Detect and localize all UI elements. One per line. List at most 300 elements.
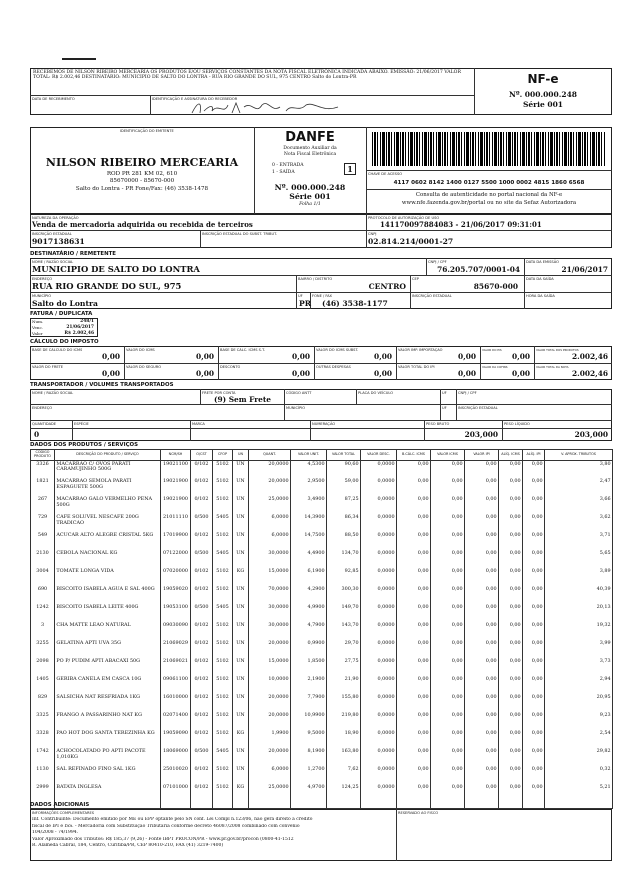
table-cell: 3,71 (545, 532, 613, 550)
table-cell: 20,0000 (249, 460, 291, 478)
table-cell: UN (233, 712, 249, 730)
table-filler-row (31, 802, 613, 808)
table-cell: 1,2700 (291, 766, 327, 784)
district-label: BAIRRO / DISTRITO (298, 277, 333, 281)
table-row (31, 766, 613, 784)
table-cell: 5405 (213, 748, 233, 766)
table-cell: 5102 (213, 658, 233, 676)
table-cell: 0,00 (523, 460, 545, 478)
table-cell: 690 (31, 586, 55, 604)
table-cell: 0,00 (523, 496, 545, 514)
receipt-nfe-title: NF-e (527, 72, 559, 86)
table-cell: 0,0000 (361, 496, 397, 514)
table-cell: 0,00 (397, 784, 431, 802)
tax-row2-label-5: VALOR DA COFINS (482, 365, 508, 369)
table-cell: 0,00 (465, 460, 499, 478)
table-cell: 0,0000 (361, 532, 397, 550)
tax-row2-label-3: OUTRAS DESPESAS (316, 365, 351, 369)
table-cell: 0/102 (191, 640, 213, 658)
table-cell: 0,00 (523, 478, 545, 496)
table-cell: 0,00 (397, 748, 431, 766)
table-cell: 0,00 (431, 712, 465, 730)
table-cell: 0,00 (523, 712, 545, 730)
net-weight: 203,000 (574, 430, 608, 439)
table-cell: 19021900 (161, 478, 191, 496)
table-cell: 07101000 (161, 784, 191, 802)
exit-date-label: DATA DA SAÍDA (526, 277, 554, 281)
table-cell: 0,00 (499, 586, 523, 604)
table-cell: 149,70 (327, 604, 361, 622)
products-table (30, 449, 613, 809)
phone-label: FONE / FAX (312, 294, 333, 298)
table-cell: SALSICHA NAT RESFRIADA 1KG (55, 694, 161, 712)
table-cell: 124,25 (327, 784, 361, 802)
table-cell: 6,1900 (291, 568, 327, 586)
table-cell: 5102 (213, 586, 233, 604)
products-header-3: O/CST (191, 450, 213, 461)
table-cell: 0,00 (523, 586, 545, 604)
table-cell: 5102 (213, 784, 233, 802)
table-cell: 2130 (31, 550, 55, 568)
table-cell: 9,23 (545, 712, 613, 730)
table-cell: 20,0000 (249, 640, 291, 658)
table-cell: 0,00 (465, 478, 499, 496)
table-cell: 729 (31, 514, 55, 532)
table-cell: 20,0000 (249, 748, 291, 766)
receipt-date-label: DATA DE RECEBIMENTO (32, 97, 75, 101)
table-cell: 0,0000 (361, 460, 397, 478)
table-cell: 0,00 (397, 604, 431, 622)
invoice-section: FATURA / DUPLICATA (30, 311, 93, 317)
species-label: ESPÉCIE (74, 422, 89, 426)
reserved-fisco-label: RESERVADO AO FISCO (398, 811, 439, 815)
table-cell: 0/102 (191, 694, 213, 712)
table-cell: 0,00 (431, 532, 465, 550)
table-cell: 0,0000 (361, 640, 397, 658)
table-cell: 0,00 (465, 586, 499, 604)
table-cell: 829 (31, 694, 55, 712)
table-cell: 10,9900 (291, 712, 327, 730)
table-cell: 5102 (213, 478, 233, 496)
table-cell: 0,0000 (361, 478, 397, 496)
complementary-info-line: R. Alameda Cabral, 184, Centro, Curitiba/PR, CEP 80410-210, FAX (41) 3219-7400) (32, 843, 224, 849)
table-cell: 3 (31, 622, 55, 640)
table-cell: 0,00 (431, 550, 465, 568)
table-cell: 3,4900 (291, 496, 327, 514)
table-row (31, 712, 613, 730)
tax-row2-value-4: 0,00 (457, 369, 476, 378)
access-key-label: CHAVE DE ACESSO (368, 172, 403, 176)
recipient-doc-label: CNPJ / CPF (428, 260, 447, 264)
tax-row1-label-6: VALOR TOTAL DOS PRODUTOS (536, 348, 579, 352)
table-cell: 0,00 (523, 568, 545, 586)
table-cell: KG (233, 730, 249, 748)
protocol-label: PROTOCOLO DE AUTORIZAÇÃO DE USO (368, 216, 440, 220)
complementary-info-text (32, 817, 394, 850)
emitter-addr2: 85670000 - 85670-000 (109, 178, 175, 184)
table-cell: UN (233, 586, 249, 604)
table-cell: 0,0000 (361, 550, 397, 568)
table-cell: 2098 (31, 658, 55, 676)
table-cell: 5102 (213, 568, 233, 586)
freight-value: (9) Sem Frete (214, 395, 271, 404)
table-cell: 92,85 (327, 568, 361, 586)
table-cell: 40,39 (545, 586, 613, 604)
tax-row2-value-1: 0,00 (195, 369, 214, 378)
table-cell: 3326 (31, 460, 55, 478)
table-cell: 0,0000 (361, 694, 397, 712)
danfe-entrada: 0 - ENTRADA (272, 163, 304, 168)
recipient-ie-label: INSCRIÇÃO ESTADUAL (412, 294, 452, 298)
table-cell: 0,00 (499, 730, 523, 748)
table-cell: 0,00 (465, 496, 499, 514)
table-cell: 0/102 (191, 586, 213, 604)
table-cell: 0,00 (431, 622, 465, 640)
table-row (31, 604, 613, 622)
table-cell: 0,00 (397, 496, 431, 514)
recipient-section: DESTINATÁRIO / REMETENTE (30, 251, 116, 257)
table-cell: 0,00 (465, 748, 499, 766)
table-cell: MACARRAO GALO VERMELHO PENA 500G (55, 496, 161, 514)
danfe-number: Nº. 000.000.248 (274, 183, 346, 192)
table-cell: 0/500 (191, 514, 213, 532)
table-cell: 0,00 (465, 676, 499, 694)
table-cell: 21069029 (161, 640, 191, 658)
top-pen-mark (62, 58, 96, 60)
table-cell: 20,0000 (249, 712, 291, 730)
table-cell: 0,00 (499, 658, 523, 676)
table-cell: 219,80 (327, 712, 361, 730)
table-cell: 0,00 (499, 640, 523, 658)
exit-time-label: HORA DA SAÍDA (526, 294, 555, 298)
products-header-10: B.CÁLC. ICMS (397, 450, 431, 461)
carrier-addr-label: ENDEREÇO (32, 406, 53, 410)
table-cell: 5405 (213, 550, 233, 568)
table-cell: 3,89 (545, 568, 613, 586)
table-cell: BISCOITO ISABELA AGUA E SAL 400G (55, 586, 161, 604)
receipt-nfe-number: Nº. 000.000.248 (508, 90, 578, 99)
tax-row2-label-1: VALOR DO SEGURO (126, 365, 162, 369)
table-cell: 0,00 (431, 496, 465, 514)
antt-label: CÓDIGO ANTT (286, 391, 312, 395)
complementary-info-line: 104/2008 - 74/1994. (32, 830, 79, 836)
table-cell: 5102 (213, 622, 233, 640)
table-cell: 0/102 (191, 784, 213, 802)
tax-row2-value-2: 0,00 (291, 369, 310, 378)
products-header-4: CFOP (213, 450, 233, 461)
table-cell: 0,00 (431, 568, 465, 586)
table-cell: 0,0000 (361, 784, 397, 802)
table-cell: 5102 (213, 532, 233, 550)
table-cell: 30,0000 (249, 622, 291, 640)
table-cell: 1242 (31, 604, 55, 622)
table-cell: 0,00 (499, 748, 523, 766)
table-cell: 0,0000 (361, 712, 397, 730)
table-cell: ACUCAR ALTO ALEGRE CRISTAL 5KG (55, 532, 161, 550)
table-cell: 88,50 (327, 532, 361, 550)
table-cell: 07020000 (161, 568, 191, 586)
table-cell: 2,9500 (291, 478, 327, 496)
products-header-8: VALOR TOTAL (327, 450, 361, 461)
table-cell: 0,0000 (361, 514, 397, 532)
table-cell: 2,94 (545, 676, 613, 694)
table-cell: 19053100 (161, 604, 191, 622)
table-cell: 0,00 (397, 658, 431, 676)
table-row (31, 730, 613, 748)
complementary-info-line: Valor Aproximado dos Tributos: R$ 185,37 (9,26) - Fonte IBPT PROCON/PR - www.pr.gov.br/procon (0800-41-1512 (32, 836, 294, 842)
table-cell: 0/500 (191, 550, 213, 568)
tax-row1-label-1: VALOR DO ICMS (126, 348, 155, 352)
table-cell: 1405 (31, 676, 55, 694)
table-cell: 14,3900 (291, 514, 327, 532)
table-row (31, 586, 613, 604)
table-cell: 0,00 (499, 694, 523, 712)
table-cell: 0,00 (431, 478, 465, 496)
table-cell: 25010020 (161, 766, 191, 784)
table-cell: 4,2900 (291, 586, 327, 604)
emitter-label: IDENTIFICAÇÃO DO EMITENTE (120, 129, 174, 133)
table-cell: UN (233, 478, 249, 496)
table-cell: 6,0000 (249, 532, 291, 550)
table-cell: 20,0000 (249, 478, 291, 496)
danfe-saida: 1 - SAÍDA (272, 170, 295, 175)
table-cell: 0,00 (499, 766, 523, 784)
cep: 85670-000 (473, 282, 518, 291)
table-cell: 0,32 (545, 766, 613, 784)
table-cell: KG (233, 784, 249, 802)
table-cell: 3,62 (545, 514, 613, 532)
table-cell: UN (233, 604, 249, 622)
table-cell: 09061100 (161, 676, 191, 694)
tax-section: CÁLCULO DO IMPOSTO (30, 339, 99, 345)
table-cell: 0,00 (499, 514, 523, 532)
table-cell: 0,00 (499, 676, 523, 694)
table-cell: 0/102 (191, 532, 213, 550)
danfe-sub2: Nota Fiscal Eletrônica (283, 152, 337, 157)
table-row (31, 784, 613, 802)
table-cell: UN (233, 640, 249, 658)
district: CENTRO (368, 282, 406, 291)
receipt-sign-label: IDENTIFICAÇÃO E ASSINATURA DO RECEBEDOR (152, 97, 238, 101)
table-cell: 0,00 (499, 532, 523, 550)
table-cell: 25,0000 (249, 784, 291, 802)
table-cell: 1821 (31, 478, 55, 496)
table-row (31, 748, 613, 766)
table-cell: 5102 (213, 730, 233, 748)
table-cell: 0,00 (499, 712, 523, 730)
table-row (31, 550, 613, 568)
table-cell: 27,75 (327, 658, 361, 676)
table-cell: 20,95 (545, 694, 613, 712)
danfe-type-box: 1 (344, 163, 356, 175)
tax-row2-value-3: 0,00 (373, 369, 392, 378)
table-cell: 0,0000 (361, 766, 397, 784)
table-cell: CHA MATTE LEAO NATURAL (55, 622, 161, 640)
table-cell: PAO HOT DOG SANTA TEREZINHA KG (55, 730, 161, 748)
table-cell: 0,00 (465, 766, 499, 784)
access-key: 4117 0602 8142 1400 0127 5500 1000 0002 4815 1860 6568 (393, 180, 585, 186)
table-cell: 0/500 (191, 748, 213, 766)
table-cell: 0,00 (523, 640, 545, 658)
volume-qty: 0 (34, 430, 40, 439)
table-cell: 15,0000 (249, 658, 291, 676)
table-cell: 3,80 (545, 460, 613, 478)
table-cell: 0,0000 (361, 586, 397, 604)
danfe-sub1: Documento Auxiliar da (283, 146, 337, 151)
tax-row1-value-0: 0,00 (101, 352, 120, 361)
table-cell: 134,70 (327, 550, 361, 568)
recipient-name: MUNICIPIO DE SALTO DO LONTRA (32, 264, 200, 274)
ie-label: INSCRIÇÃO ESTADUAL (32, 232, 72, 236)
table-cell: 549 (31, 532, 55, 550)
table-cell: 0,00 (431, 676, 465, 694)
table-cell: PO P/ PUDIM APTI ABACAXI 50G (55, 658, 161, 676)
table-cell: 0,00 (397, 532, 431, 550)
invoice-due-label: Venc. (32, 325, 43, 330)
table-cell: 0,00 (465, 658, 499, 676)
table-cell: 2,54 (545, 730, 613, 748)
table-cell: 0,00 (397, 766, 431, 784)
table-cell: 0,00 (465, 712, 499, 730)
additional-section: DADOS ADICIONAIS (30, 802, 90, 808)
table-cell: TOMATE LONGA VIDA (55, 568, 161, 586)
table-cell: 0,00 (523, 730, 545, 748)
table-cell: 0,00 (465, 514, 499, 532)
table-cell: 5102 (213, 640, 233, 658)
table-cell: 5,65 (545, 550, 613, 568)
table-cell: 0,00 (431, 460, 465, 478)
table-cell: 2,47 (545, 478, 613, 496)
tax-row1-value-4: 0,00 (457, 352, 476, 361)
net-weight-label: PESO LÍQUIDO (504, 422, 530, 426)
table-cell: 0,00 (523, 694, 545, 712)
table-cell: 0/102 (191, 766, 213, 784)
complementary-info-line: fiscal de IPI e ISS. - Mercadoria com Substituição Tributária conforme decreto 46087/2008 combinado com convênio (32, 823, 300, 829)
table-cell: 59,00 (327, 478, 361, 496)
tax-row1-label-5: VALOR DO PIS (482, 348, 502, 352)
table-cell: 0,00 (465, 604, 499, 622)
table-cell: 0,00 (523, 604, 545, 622)
table-cell: 21069021 (161, 658, 191, 676)
table-cell: 0/102 (191, 568, 213, 586)
table-cell: MACARRAO SEMOLA PARATI ESPAGUETE 500G (55, 478, 161, 496)
table-cell: BISCOITO ISABELA LEITE 400G (55, 604, 161, 622)
table-row (31, 460, 613, 478)
tax-row1-value-3: 0,00 (373, 352, 392, 361)
table-cell: 0,00 (465, 640, 499, 658)
table-cell: 0,00 (397, 622, 431, 640)
table-cell: 19021100 (161, 460, 191, 478)
table-cell: 0,00 (523, 748, 545, 766)
table-cell: 0,00 (523, 514, 545, 532)
table-cell: 0,0000 (361, 730, 397, 748)
table-cell: 0,00 (499, 460, 523, 478)
products-header-5: UN (233, 450, 249, 461)
table-cell: 0,00 (523, 676, 545, 694)
table-cell: ACHOCOLATADO PO APTI PACOTE 1,010KG (55, 748, 161, 766)
table-cell: 0,00 (431, 586, 465, 604)
table-cell: 7,62 (327, 766, 361, 784)
table-cell: CEBOLA NACIONAL KG (55, 550, 161, 568)
products-header-14: ALÍQ. IPI (523, 450, 545, 461)
table-cell: 0,00 (397, 568, 431, 586)
tax-row1-value-6: 2.002,46 (571, 352, 608, 361)
recipient-addr: RUA RIO GRANDE DO SUL, 975 (32, 281, 182, 291)
receipt-nfe-series: Série 001 (522, 100, 564, 109)
nature-label: NATUREZA DA OPERAÇÃO (32, 216, 79, 220)
products-section: DADOS DOS PRODUTOS / SERVIÇOS (30, 442, 138, 448)
table-cell: 6,0000 (249, 514, 291, 532)
table-cell: 5102 (213, 676, 233, 694)
emitter-addr3: Salto do Lontra - PR Fone/Fax: (46) 3538-1478 (75, 186, 209, 192)
table-cell: 07122000 (161, 550, 191, 568)
table-row (31, 514, 613, 532)
invoice-value: R$ 2.002,46 (64, 331, 94, 336)
recipient-addr-label: ENDEREÇO (32, 277, 53, 281)
emitter-addr1: ROD PR 281 KM 02, 610 (106, 171, 178, 177)
products-header-13: ALÍQ. ICMS (499, 450, 523, 461)
table-cell: 0/102 (191, 658, 213, 676)
table-cell: 0,00 (523, 766, 545, 784)
table-cell: 5405 (213, 514, 233, 532)
table-cell: 3,66 (545, 496, 613, 514)
table-cell: 1,9900 (249, 730, 291, 748)
table-cell: 0,00 (431, 784, 465, 802)
table-cell: 0,00 (523, 550, 545, 568)
invoice-due: 21/06/2017 (66, 325, 94, 330)
table-cell: 0,00 (431, 640, 465, 658)
products-header-6: QUANT. (249, 450, 291, 461)
table-cell: 0,00 (431, 694, 465, 712)
table-cell: 17019900 (161, 532, 191, 550)
transport-section: TRANSPORTADOR / VOLUMES TRANSPORTADOS (30, 382, 174, 388)
transport-uf-label: UF (442, 391, 447, 395)
table-cell: 155,80 (327, 694, 361, 712)
table-cell: 9,5000 (291, 730, 327, 748)
table-cell: 0,9900 (291, 640, 327, 658)
table-row (31, 640, 613, 658)
table-cell: 5405 (213, 604, 233, 622)
uf-label: UF (298, 294, 303, 298)
cep-label: CEP (412, 277, 419, 281)
table-cell: 0,00 (397, 460, 431, 478)
table-cell: 5102 (213, 496, 233, 514)
complementary-info-line: Inf. Contribuinte: Documento emitido por ME ou EPP optante pelo SN conf. Lei Compl n.123/06, não gera direito a crédito (32, 817, 313, 822)
table-row (31, 496, 613, 514)
emission-date: 21/06/2017 (561, 265, 608, 274)
table-cell: 1742 (31, 748, 55, 766)
recipient-doc: 76.205.707/0001-04 (437, 265, 520, 274)
table-cell: UN (233, 694, 249, 712)
invoice-num: 248/1 (80, 319, 94, 324)
city: Salto do Lontra (32, 299, 98, 308)
table-cell: 5102 (213, 460, 233, 478)
volume-qty-label: QUANTIDADE (32, 422, 57, 426)
cnpj-value: 02.814.214/0001-27 (368, 237, 454, 246)
tax-row1-label-4: VALOR IMP. IMPORTAÇÃO (398, 348, 443, 352)
table-cell: MACARRAO C/ OVOS PARATI CARAMUJINHO 500G (55, 460, 161, 478)
access-barcode (372, 132, 606, 166)
table-cell: UN (233, 748, 249, 766)
table-cell: UN (233, 514, 249, 532)
table-cell: 0,00 (431, 514, 465, 532)
danfe-sheet: Folha 1/1 (299, 202, 321, 207)
table-cell: 163,80 (327, 748, 361, 766)
table-cell: 0,00 (499, 478, 523, 496)
tax-row2-label-6: VALOR TOTAL DA NOTA (536, 365, 569, 369)
table-cell: 0,00 (465, 694, 499, 712)
table-row (31, 676, 613, 694)
